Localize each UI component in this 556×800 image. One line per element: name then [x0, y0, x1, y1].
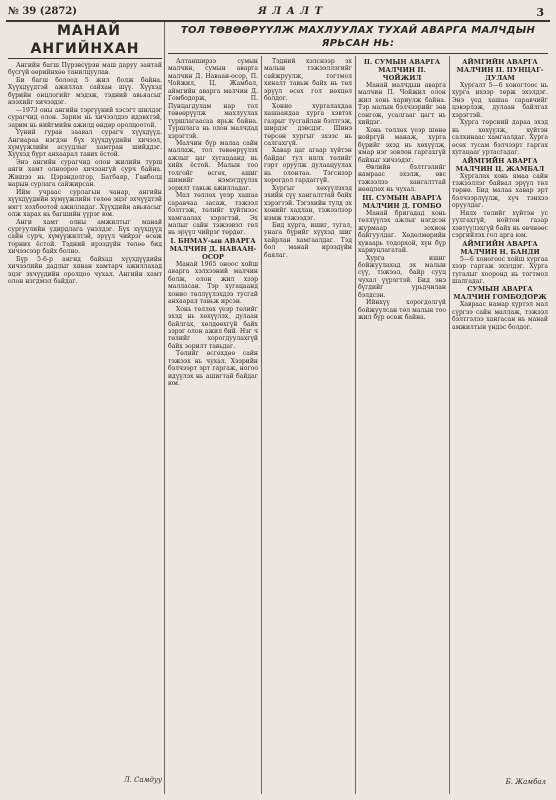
column-divider	[261, 56, 262, 794]
paragraph: Хавраас намар хүртэл мал сүргээ сайн маллаж, тэжээл бэлтгэлээ хангасан нь манай амжилтын үндэс болдог.	[452, 301, 548, 331]
paragraph: Хургалт 5—6 хоногтоос нь хурга ихээр төрж эхэлдэг. Энэ үед хашаа саравчийг цэвэрлэж, дулаан байлгах хэрэгтэй.	[452, 82, 548, 119]
page-number: 3	[536, 6, 544, 19]
paragraph: Ийнхүү хорогдолгүй бойжуулсан төл малын тоо жил бүр өсөж байна.	[358, 299, 446, 322]
paragraph: Манай 1965 оноос хойш аварга хэлхээний малчин болж, олон жил хээр малласан. Тэр хугацаанд хонио төллүүлэхдээ тусгай анхаарал тавьж ирсэн.	[168, 260, 258, 306]
paragraph: Хурга ишиг бойжуулахад эх малын сүү, тэжээл, байр сууц чухал үүрэгтэй. Бид энэ бүгдийг урьдчилан бэлдсэн.	[358, 254, 446, 299]
column-divider	[164, 22, 165, 794]
column-divider	[449, 56, 450, 794]
paragraph: Ангийн багш Пүрэвсүрэн маш даруу зантай бүсгүй өөрийнхөө танилцуулав.	[8, 62, 162, 77]
issue-number: № 39 (2872)	[8, 6, 78, 17]
paragraph: —1973 оны ангийн тэргүүний хэсэгт шилдэг сурагчид олон. Зарим нь хичээлдээ идэвхтэй, зарим нь нийгмийн ажилд өндөр оролцоотой.	[8, 106, 162, 129]
paragraph: Хонь төллөх үеэр шөнө нойргүй манаж, хурга бүрийг эхэд нь хөхүүлж, ямар нэг зовлон гаргахгүй байхыг хичээдэг.	[358, 126, 446, 164]
article-byline: Б. Жамбал	[505, 778, 546, 786]
paragraph: Хургыг хөхүүлэхэд эхийн сүү хангалттай байх хэрэгтэй. Тэгэхийн тулд эх хонийг хадлан, тэжээлээр нэмж тэжээдэг.	[264, 184, 352, 222]
paragraph: Малчин бүр малаа сайн маллаж, тол төвөөрүүлэх ажлыг цаг хугацаанд нь хийх ёстой. Малын тоо толгойг өсгөх, ашиг шимийг нэмэгдүүлэх зорилт тавьж ажилладаг.	[168, 139, 258, 192]
paragraph: Тэдний хэлснээр эх малын тэжээллэгийг сайжруулж, тогтмол хяналт тавьж байх нь төл эрүүл өсөх гол нөхцөл болдог.	[264, 58, 352, 103]
paragraph: Мал төллөх үеэр хашаа саравчаа засаж, тэжээл бэлтгэж, төлийг хүйтнээс хамгаалах хэрэгтэй. Эх малыг сайн тэжээвэл төл нь эрүүл чийрэг төрдөг.	[168, 192, 258, 237]
article-title: МАНАЙ АНГИЙНХАН	[30, 23, 140, 57]
paragraph: Өвлийн бэлтгэлийг намраас эхэлж, өвс тэжээлээ хангалттай нөөцлөх нь чухал.	[358, 163, 446, 194]
section-heading: I. БНМАУ-ын АВАРГА МАЛЧИН Д. НАВААН-ОСОР	[169, 236, 257, 261]
paragraph: Нялх төлийг хүйтэн ус уулгахгүй, нойтон газар хэвтүүлэхгүй байх нь өвчнөөс сэргийлэх гол арга юм.	[452, 209, 548, 240]
newspaper-name: Я Л А Л Т	[258, 6, 324, 17]
article-column	[358, 58, 446, 794]
paragraph: Алтанширээ сумын малчин, сумын аварга малчин Д. Наваан-осор, П. Чойжил, Ц. Жамбал, аймгийн аварга малчин Д. Гомбодорж, П. Пунцагдулам нар тол төвөөрүүлж махлуулах туршлагаасаа ярьж байна. Туршлага нь олон малчдад хэрэгтэй.	[168, 58, 258, 140]
article-title: ТОЛ ТӨВӨӨРҮҮЛЖ МАХЛУУЛАХ ТУХАЙ АВАРГА МАЛЧДЫН ЯРЬСАН НЬ:	[180, 25, 536, 49]
paragraph: Төлийг өсгөхдөө сайн тэжээх нь чухал. Хээрийн бэлчээрт эрт гаргаж, ногоо идүүлэх нь ашигтай байдаг юм.	[168, 350, 258, 388]
paragraph: Би багш болоод 5 жил болж байна. Хүүхдүүдтэй ажиллах сайхан шүү. Хүүхэд бүрийн онцлогийг мэдэж, тэдний авьяасыг нээхийг хичээдэг.	[8, 76, 162, 107]
section-heading: II. СУМЫН АВАРГА МАЛЧИН П. ЧОЙЖИЛ	[363, 58, 441, 82]
article-column	[452, 58, 548, 794]
section-heading: АЙМГИЙН АВАРГА МАЛЧИН Ц. ЖАМБАЛ	[455, 156, 545, 173]
article-class	[8, 22, 162, 794]
masthead	[8, 6, 548, 20]
section-heading: АЙМГИЙН АВАРГА МАЛЧИН П. ПУНЦАГ-ДУЛАМ	[456, 58, 544, 82]
section-heading: СУМЫН АВАРГА МАЛЧИН ГОМБОДОРЖ	[453, 285, 547, 302]
title-rule	[168, 53, 548, 54]
paragraph: Бид хурга, ишиг, тугал, унага бүрийг хүүхэд шиг хайрлан хамгаалдаг. Тэд бол манай ирээдүйн баялаг.	[264, 221, 352, 259]
title-rule	[8, 58, 162, 59]
paragraph: Манай малчдын аварга малчин П. Чойжил олон жил хонь хариулж байна. Тэр малын бэлчээрийг зөв сонгож, усалгааг цагт нь хийдэг.	[358, 82, 446, 127]
paragraph: Манай бригадад хонь төллүүлэх ажлыг нэгдсэн журмаар зохион байгуулдаг. Хөдөлмөрийн хуваарь тодорхой, хүн бүр хариуцлагатай.	[358, 209, 446, 255]
paragraph: Энэ ангийн сурагчид олон жилийн турш анги хамт олноороо хичээнгүй сурч байна. Жишээ нь Цэрэндолгор, Батбаяр, Ганболд нарын сурлага сайжирсан.	[8, 158, 162, 189]
paragraph: Хавар цаг агаар хүйтэн байдаг тул нялх төлийг гэрт оруулж дулаацуулах нь олонтаа. Тэгснээр хорогдол гардаггүй.	[264, 147, 352, 185]
paragraph: Хургалах хонь ямаа сайн тэжээллэг байвал эрүүл төл төрнө. Бид малаа хавар эрт бэлчээрлүүлж, хүч тэнхээ оруулдаг.	[452, 172, 548, 210]
paragraph: Хурга төрсний дараа эхэд нь хөхүүлж, хүйтэн салхинаас хамгаалдаг. Хурга өсөх тусам бэлчээрт гаргах хугацааг уртасгадаг.	[452, 119, 548, 157]
paragraph: Хонь төллөх үеэр төлийг эхэд нь хөхүүлэх, дулаан байлгах, хөлдөөхгүй байх зэрэг олон ажил бий. Нэг ч төлийг хорогдуулахгүй байх зорилт тавьдаг.	[168, 305, 258, 350]
paragraph: Хонио хургалахдаа хашаандаа хурга хэвтэх газрыг тусгайлан бэлтгэж, ширдэг дэвсдэг. Шинэ төрсөн хургыг эхээс нь салгахгүй.	[264, 102, 352, 147]
paragraph: Бүр 5-6-р ангид байхад хүүхдүүдийн хичээлийн дадлыг хянан хамтарч ажиллахад эцэг эхчүүдийн оролцоо чухал. Ангийн хамт олон нэгдмэл байдаг.	[8, 255, 162, 286]
paragraph: Анги хамт олны амжилтыг манай сургуулийн удирдлага үнэлдэг. Бүх хүүхдүүд сайн сурч, хүмүүжилтэй, эрүүл чийрэг өсөж торних ёстой. Тэдний ирээдүйн төлөө бид хичээсээр байх болно.	[8, 218, 162, 256]
paragraph: Үүний гурав заавал сурагч хүүхдүүд. Ангиараа нэгдэн бүх хүүхдүүдийн хичээл, хүмүүжлийн асуудлыг хамтран шийддэг. Хүүхэд бүрт анхаарал тавих ёстой.	[8, 129, 162, 159]
paragraph: Ийм учраас сурлагын чанар, ангийн хүүхдүүдийн хүмүүжлийн төлөө эцэг эхчүүдтэй нягт холбоотой ажилладаг. Хүүхдийн авьяасыг олж харах нь багшийн үүрэг юм.	[8, 188, 162, 219]
article-byline: Л. Самдуу	[123, 776, 162, 784]
section-heading: III. СУМЫН АВАРГА МАЛЧИН Д. ГОМБО	[362, 193, 442, 210]
article-column	[264, 58, 352, 794]
article-column	[168, 58, 258, 794]
section-heading: АЙМГИЙН АВАРГА МАЛЧИН Н. БАНДИ	[460, 239, 540, 256]
paragraph: 5—6 хоногоос хойш хургаа хээр гаргаж эхэлдэг. Хурга тугалыг хооронд нь тогтмол шалгадаг.	[452, 255, 548, 285]
column-divider	[355, 56, 356, 794]
